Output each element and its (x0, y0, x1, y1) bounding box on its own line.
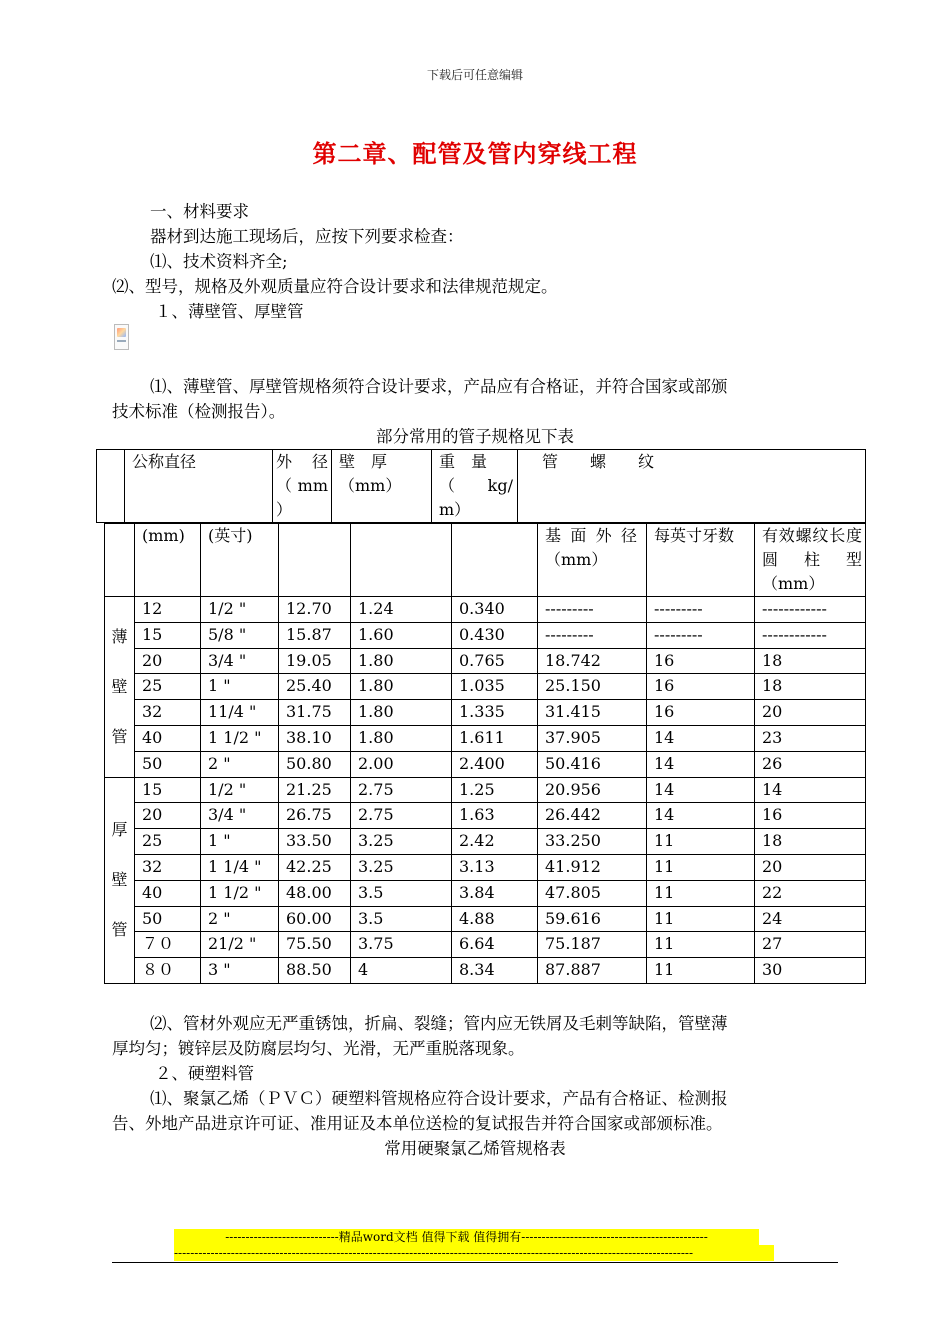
table-cell: 2.400 (452, 751, 538, 777)
table-cell: ------------ (755, 622, 866, 648)
thick-group-label (105, 777, 135, 983)
header-nominal-diameter: 公称直径 (125, 450, 273, 523)
table-cell: 11 (647, 932, 755, 958)
table-cell: 30 (755, 958, 866, 984)
table-cell: 1.335 (452, 700, 538, 726)
table-cell: 20.956 (538, 777, 647, 803)
table-cell: 4 (351, 958, 452, 984)
table-cell: 1 1/2 " (201, 880, 279, 906)
table-cell: ８０ (135, 958, 201, 984)
table-cell: 1.63 (452, 803, 538, 829)
table-row (105, 622, 866, 648)
table-cell: 26 (755, 751, 866, 777)
subheader-blank-cell (105, 524, 135, 597)
header-outer-l1: 外 径 (276, 452, 328, 471)
table-cell: 3.5 (351, 906, 452, 932)
paragraph-pipe-spec-line2: 技术标准（检测报告）。 (112, 402, 286, 421)
table-cell: --------- (538, 622, 647, 648)
table-cell: 3.25 (351, 854, 452, 880)
thin-group-char: 薄 (111, 626, 128, 646)
table-row (105, 648, 866, 674)
table-cell: 15 (135, 777, 201, 803)
paragraph-item-1: ⑴、技术资料齐全; (150, 252, 288, 271)
header-note: 下载后可任意编辑 (426, 68, 523, 82)
table-cell: 8.34 (452, 958, 538, 984)
table-cell: 60.00 (279, 906, 351, 932)
table-cell: 1/2 " (201, 777, 279, 803)
table-row (105, 597, 866, 623)
paragraph-appearance-line1: ⑵、管材外观应无严重锈蚀，折扁、裂缝；管内应无铁屑及毛刺等缺陷，管壁薄 (150, 1014, 728, 1033)
table-cell: 38.10 (279, 725, 351, 751)
table-cell: 2.00 (351, 751, 452, 777)
table-cell: 59.616 (538, 906, 647, 932)
table-cell: 1.60 (351, 622, 452, 648)
table-cell: 11 (647, 958, 755, 984)
pipe-spec-table-body (104, 523, 866, 984)
table-cell: 1.80 (351, 648, 452, 674)
table-cell: ７０ (135, 932, 201, 958)
table-cell: 3.13 (452, 854, 538, 880)
thin-pipe-rows (105, 597, 866, 778)
table-row (105, 880, 866, 906)
footer-banner-line2: -------------------------------------------------------------------------------------------------------------------------------- (174, 1245, 774, 1261)
table-cell: 16 (755, 803, 866, 829)
table-cell: 25.40 (279, 674, 351, 700)
table-cell: --------- (538, 597, 647, 623)
table-cell: 20 (755, 854, 866, 880)
table-cell: 20 (135, 803, 201, 829)
page-title: 第二章、配管及管内穿线工程 (312, 139, 638, 168)
table-cell: 2.42 (452, 829, 538, 855)
table-cell: 15 (135, 622, 201, 648)
header-weight-l2 (439, 474, 513, 498)
table-cell: 11 (647, 880, 755, 906)
table-cell: 41.912 (538, 854, 647, 880)
table-cell: 1 1/2 " (201, 725, 279, 751)
table-cell: 25 (135, 829, 201, 855)
table-cell: 1/2 " (201, 597, 279, 623)
table-cell: 31.75 (279, 700, 351, 726)
table-cell: 12.70 (279, 597, 351, 623)
table-cell: 11 (647, 829, 755, 855)
header-weight-l1: 重 量 (439, 452, 488, 471)
table-cell: 24 (755, 906, 866, 932)
table-cell: 12 (135, 597, 201, 623)
table-row (105, 854, 866, 880)
subheading-rigid-plastic: ２、硬塑料管 (155, 1064, 254, 1083)
header-outer-l3: ） (276, 500, 293, 519)
table-cell: 33.50 (279, 829, 351, 855)
table-cell: 2 " (201, 906, 279, 932)
table-cell: 1 " (201, 674, 279, 700)
header-weight-l2b: kg/ (487, 476, 513, 495)
table-cell: 11 (647, 854, 755, 880)
table-cell: 25.150 (538, 674, 647, 700)
table-cell: 1.611 (452, 725, 538, 751)
paragraph-item-2: ⑵、型号，规格及外观质量应符合设计要求和法律规范规定。 (112, 277, 558, 296)
table-cell: 1.80 (351, 700, 452, 726)
header-wall-thickness (332, 450, 432, 523)
subheader-empty-weight (452, 524, 538, 597)
table-cell: 14 (647, 803, 755, 829)
table-cell: 14 (647, 777, 755, 803)
table-row (105, 725, 866, 751)
table-cell: 33.250 (538, 829, 647, 855)
table-cell: 3 " (201, 958, 279, 984)
header-outer-diameter (273, 450, 332, 523)
pipe-spec-table-header (96, 449, 866, 523)
table-cell: 1 " (201, 829, 279, 855)
table-cell: 2.75 (351, 803, 452, 829)
table-cell: 18 (755, 648, 866, 674)
table-row (105, 700, 866, 726)
table-cell: 23 (755, 725, 866, 751)
table-cell: 3/4 " (201, 648, 279, 674)
subheading-thin-thick-pipe: １、薄壁管、厚壁管 (155, 302, 304, 321)
table-cell: 18.742 (538, 648, 647, 674)
subheader-effective-length: 有效螺纹长度圆柱型（mm） (755, 524, 866, 597)
thick-group-char: 壁 (111, 870, 128, 890)
table-row (105, 777, 866, 803)
table-cell: ------------ (755, 597, 866, 623)
table-cell: 3.84 (452, 880, 538, 906)
table-cell: 1 1/4 " (201, 854, 279, 880)
table-cell: 26.442 (538, 803, 647, 829)
table-row (105, 829, 866, 855)
table-cell: 88.50 (279, 958, 351, 984)
table-cell: 4.88 (452, 906, 538, 932)
broken-image-icon (114, 324, 129, 350)
table-cell: 16 (647, 648, 755, 674)
table-cell: 32 (135, 700, 201, 726)
table-row (105, 674, 866, 700)
thin-group-char: 壁 (111, 676, 128, 696)
paragraph-pvc-line1: ⑴、聚氯乙烯（ＰＶＣ）硬塑料管规格应符合设计要求，产品有合格证、检测报 (150, 1089, 728, 1108)
table-cell: 14 (755, 777, 866, 803)
table-cell: 42.25 (279, 854, 351, 880)
header-weight (432, 450, 518, 523)
header-weight-l3: m） (439, 500, 471, 519)
table-row (105, 932, 866, 958)
table-cell: 50.416 (538, 751, 647, 777)
header-weight-l2a: （ (439, 476, 456, 495)
table-caption: 部分常用的管子规格见下表 (376, 427, 574, 446)
table-cell: 19.05 (279, 648, 351, 674)
table-row (105, 803, 866, 829)
table2-caption: 常用硬聚氯乙烯管规格表 (384, 1139, 566, 1158)
subheader-base-outer: 基面外径（mm） (538, 524, 647, 597)
header-outer-l2: （ mm (276, 476, 328, 495)
section-heading-materials: 一、材料要求 (150, 202, 249, 221)
table-cell: 3.75 (351, 932, 452, 958)
header-wall-l2: （mm） (339, 476, 402, 495)
footer-rule (112, 1262, 838, 1263)
table-cell: 22 (755, 880, 866, 906)
table-cell: 18 (755, 674, 866, 700)
table-cell: 6.64 (452, 932, 538, 958)
table-cell: 50 (135, 906, 201, 932)
footer-banner-line1: ----------------------------精品word文档 值得下载 值得拥有---------------------------------------------- (174, 1229, 759, 1245)
table-cell: 0.340 (452, 597, 538, 623)
subheader-threads-per-inch: 每英寸牙数 (647, 524, 755, 597)
table-cell: 3/4 " (201, 803, 279, 829)
header-wall-l1: 壁 厚 (339, 452, 388, 471)
table-cell: 5/8 " (201, 622, 279, 648)
table-cell: 27 (755, 932, 866, 958)
table-cell: 47.805 (538, 880, 647, 906)
table-cell: 14 (647, 751, 755, 777)
thick-group-char: 管 (111, 920, 128, 940)
table-cell: 2.75 (351, 777, 452, 803)
thick-group-char: 厚 (111, 820, 128, 840)
table-cell: 87.887 (538, 958, 647, 984)
header-pipe-thread: 管 螺 纹 (518, 450, 866, 523)
paragraph-appearance-line2: 厚均匀；镀锌层及防腐层均匀、光滑，无严重脱落现象。 (112, 1039, 525, 1058)
table-row (105, 751, 866, 777)
subheader-inch: (英寸) (201, 524, 279, 597)
table-cell: 1.80 (351, 725, 452, 751)
table-cell: 37.905 (538, 725, 647, 751)
table-cell: 20 (755, 700, 866, 726)
table-cell: 14 (647, 725, 755, 751)
table-cell: 0.430 (452, 622, 538, 648)
header-corner-cell (97, 450, 125, 523)
table-cell: 1.25 (452, 777, 538, 803)
table-cell: 1.80 (351, 674, 452, 700)
table-cell: --------- (647, 622, 755, 648)
table-cell: --------- (647, 597, 755, 623)
thin-group-label (105, 597, 135, 778)
paragraph-inspection: 器材到达施工现场后，应按下列要求检查： (150, 227, 464, 246)
table-cell: 0.765 (452, 648, 538, 674)
table-row (105, 958, 866, 984)
table-cell: 21.25 (279, 777, 351, 803)
table-cell: 50 (135, 751, 201, 777)
table-cell: 26.75 (279, 803, 351, 829)
table-cell: 48.00 (279, 880, 351, 906)
paragraph-pipe-spec-line1: ⑴、薄壁管、厚壁管规格须符合设计要求，产品应有合格证，并符合国家或部颁 (150, 377, 728, 396)
thin-group-char: 管 (111, 726, 128, 746)
table-cell: 31.415 (538, 700, 647, 726)
subheader-empty-outer (279, 524, 351, 597)
table-cell: 18 (755, 829, 866, 855)
table-cell: 40 (135, 725, 201, 751)
paragraph-pvc-line2: 告、外地产品进京许可证、准用证及本单位送检的复试报告并符合国家或部颁标准。 (112, 1114, 723, 1133)
table-cell: 1.035 (452, 674, 538, 700)
table-cell: 40 (135, 880, 201, 906)
table-cell: 21/2 " (201, 932, 279, 958)
table-cell: 11 (647, 906, 755, 932)
subheader-empty-wall (351, 524, 452, 597)
table-cell: 1.24 (351, 597, 452, 623)
table-cell: 16 (647, 674, 755, 700)
table-cell: 50.80 (279, 751, 351, 777)
thick-pipe-rows (105, 777, 866, 983)
table-cell: 3.25 (351, 829, 452, 855)
table-row (105, 906, 866, 932)
table-cell: 3.5 (351, 880, 452, 906)
table-cell: 20 (135, 648, 201, 674)
table-cell: 11/4 " (201, 700, 279, 726)
table-cell: 16 (647, 700, 755, 726)
table-cell: 2 " (201, 751, 279, 777)
table-cell: 25 (135, 674, 201, 700)
table-cell: 15.87 (279, 622, 351, 648)
table-cell: 32 (135, 854, 201, 880)
table-cell: 75.187 (538, 932, 647, 958)
table-cell: 75.50 (279, 932, 351, 958)
subheader-mm: (mm) (135, 524, 201, 597)
